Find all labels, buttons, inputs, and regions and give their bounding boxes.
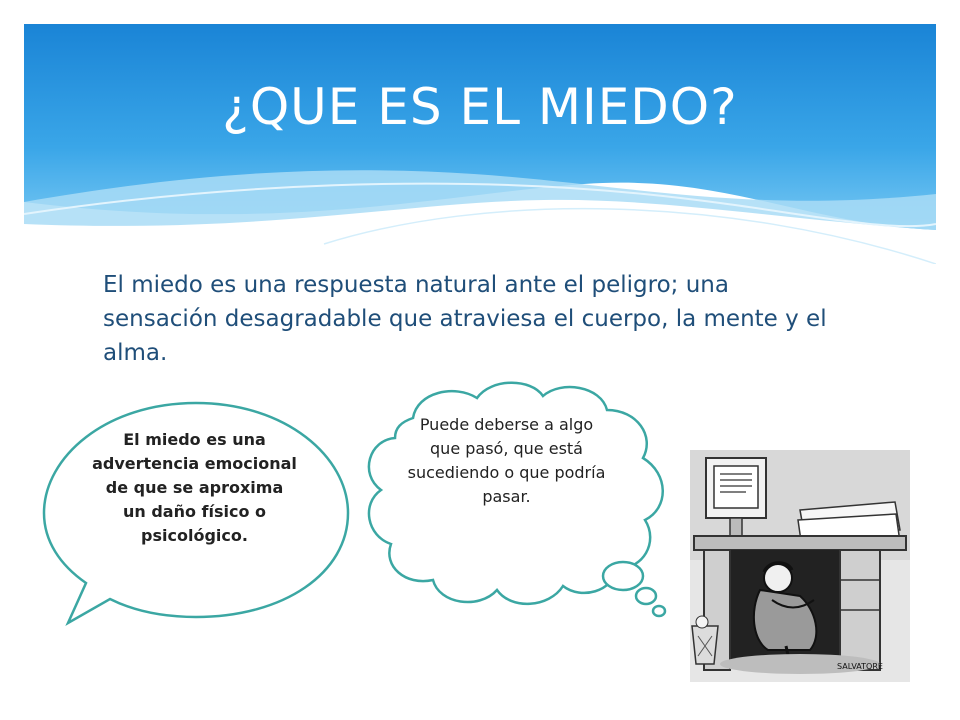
thought-bubble-text: Puede deberse a algo que pasó, que está sucediendo o que podría pasar. [407, 415, 606, 506]
slide-title: ¿QUE ES EL MIEDO? [222, 78, 738, 136]
cartoon-signature: SALVATORE [837, 662, 883, 671]
slide-body-text: El miedo es una respuesta natural ante el peligro; una sensación desagradable que atraviesa el cuerpo, la mente y el alma. [103, 272, 827, 366]
speech-bubble-text: El miedo es una advertencia emocional de que se aproxima un daño físico o psicológico. [92, 430, 297, 545]
header-banner [24, 24, 936, 264]
cartoon-illustration [690, 450, 910, 682]
